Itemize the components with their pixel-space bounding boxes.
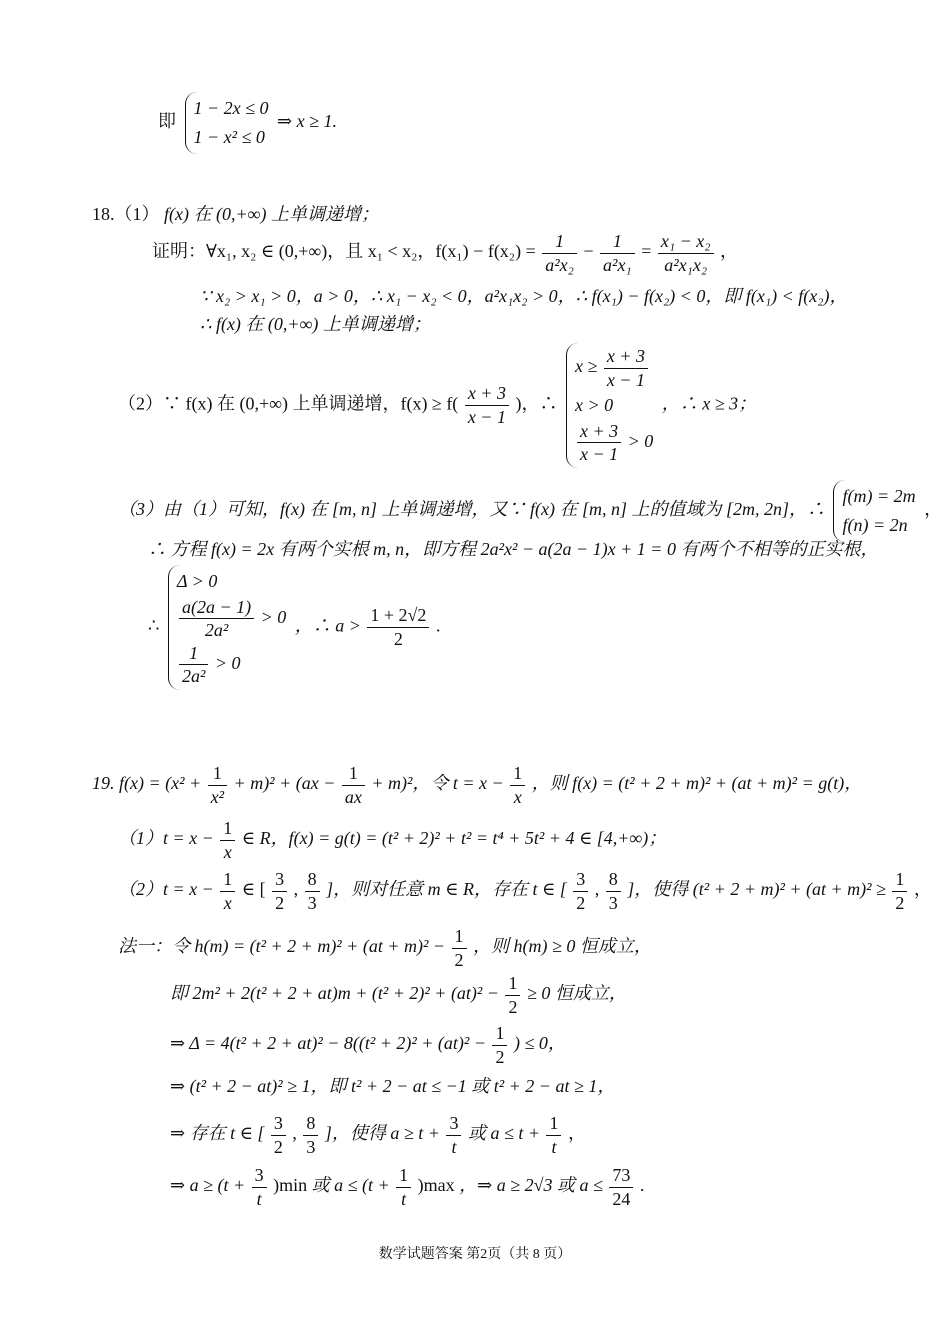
- denominator: x − 1: [606, 369, 645, 390]
- denominator: t: [401, 1188, 407, 1209]
- operator: =: [641, 241, 652, 262]
- fraction: [446, 1112, 461, 1158]
- q19-text: 19. f(x) = (x² +: [92, 773, 202, 794]
- fraction: [220, 868, 235, 914]
- part3-text: ，∴ a >: [294, 615, 361, 636]
- q19-line-7: [170, 1075, 615, 1098]
- part3-text: ∴ 方程 f(x) = 2x 有两个实根 m, n，即方程 2a²x² − a(2a − 1)x + 1 = 0 有两个不相等的正实根，: [148, 539, 879, 559]
- part2-result: ，∴ x ≥ 3；: [661, 393, 757, 414]
- q18-part3-line-a: [118, 480, 942, 542]
- therefore-symbol: ∴: [148, 615, 160, 636]
- q19-text: 法一：令 h(m) = (t² + 2 + m)² + (at + m)² −: [118, 936, 446, 957]
- q19-line-8: [170, 1112, 586, 1158]
- numerator: 1: [892, 868, 907, 892]
- lead-text: 即: [158, 110, 176, 131]
- sys-row-1: f(m) = 2m: [842, 486, 916, 506]
- proof-text: 证明：∀x₁, x₂ ∈ (0,+∞)，且 x₁ < x₂，f(x₁) − f(x₂) =: [152, 241, 536, 262]
- fraction: [271, 1112, 286, 1158]
- numerator: 1: [208, 762, 227, 786]
- fraction: [577, 420, 621, 466]
- sys-row-3: [575, 420, 653, 466]
- denominator: 3: [307, 892, 317, 913]
- numerator: 1: [396, 1164, 411, 1188]
- q19-text: ]，则对任意 m ∈ R，存在 t ∈ [: [326, 879, 567, 900]
- denominator: x: [223, 892, 232, 913]
- part1-statement: f(x) 在 (0,+∞) 上单调递增；: [164, 204, 379, 224]
- numerator: 8: [606, 868, 621, 892]
- denominator: t: [551, 1136, 557, 1157]
- q19-text: ) ≤ 0，: [513, 1033, 566, 1054]
- inequality-system: [168, 565, 286, 690]
- numerator: 3: [252, 1164, 267, 1188]
- proof-text: ∴ f(x) 在 (0,+∞) 上单调递增；: [200, 314, 431, 334]
- numerator: 1: [452, 925, 467, 949]
- q18-part1-title: [92, 203, 379, 226]
- sys-row-2: [177, 596, 286, 642]
- punctuation: ，: [924, 498, 943, 519]
- numerator: x + 3: [465, 382, 509, 406]
- sys-row-1: Δ > 0: [176, 571, 218, 591]
- denominator: x: [223, 841, 232, 862]
- fraction: [546, 1112, 561, 1158]
- denominator: 3: [608, 892, 618, 913]
- fraction: [452, 925, 467, 971]
- q19-text: ⇒ (t² + 2 − at)² ≥ 1，即 t² + 2 − at ≤ −1 或 t² + 2 − at ≥ 1，: [170, 1076, 616, 1096]
- q19-text: ⇒ 存在 t ∈ [: [170, 1123, 265, 1144]
- fraction: [179, 642, 208, 688]
- fraction: [573, 868, 588, 914]
- part2-text: )，∴: [515, 393, 558, 414]
- q19-text: ≥ 0 恒成立，: [526, 983, 627, 1004]
- q19-text: 或 a ≤ t +: [467, 1123, 540, 1144]
- numerator: 1: [542, 230, 577, 254]
- inequality-system: [185, 92, 269, 154]
- sys-text: > 0: [260, 606, 287, 627]
- q19-line-2: [118, 817, 666, 863]
- denominator: x²: [210, 786, 225, 807]
- q19-text: ∈ R，f(x) = g(t) = (t² + 2)² + t² = t⁴ + 5t² + 4 ∈ [4,+∞)；: [241, 828, 667, 849]
- q19-line-9: [170, 1164, 644, 1210]
- q18-part2: [118, 343, 756, 468]
- numerator: 8: [303, 1112, 318, 1136]
- denominator: x − 1: [579, 444, 619, 465]
- sys-text: x ≥: [574, 356, 598, 377]
- q19-line-1: [92, 762, 862, 808]
- fraction: [303, 1112, 318, 1158]
- fraction: [272, 868, 287, 914]
- denominator: t: [451, 1136, 457, 1157]
- q19-line-6: [170, 1022, 566, 1068]
- fraction: [600, 230, 635, 276]
- fraction: [305, 868, 320, 914]
- fraction: [892, 868, 907, 914]
- equation-system: [833, 480, 915, 542]
- fraction: [606, 868, 621, 914]
- punctuation: .: [639, 1175, 645, 1196]
- q19-text: ⇒ Δ = 4(t² + 2 + at)² − 8((t² + 2)² + (at)² −: [170, 1033, 486, 1054]
- q19-line-4: [118, 925, 652, 971]
- punctuation: ，: [567, 1123, 586, 1144]
- sys-row-2: f(n) = 2n: [842, 514, 908, 535]
- numerator: x₁ − x₂: [658, 230, 714, 254]
- fraction: [179, 596, 254, 642]
- question-number: 18.（1）: [92, 204, 160, 224]
- denominator: t: [256, 1188, 262, 1209]
- denominator: x − 1: [467, 406, 506, 427]
- q19-text: ，⇒ a ≥ 2√3 或 a ≤: [459, 1175, 603, 1196]
- fraction: [510, 762, 525, 808]
- punctuation: ，: [913, 879, 932, 900]
- q18-part3-line-b: [148, 538, 878, 561]
- numerator: 1: [342, 762, 365, 786]
- sys-row-2: 1 − x² ≤ 0: [193, 126, 265, 147]
- q19-text: ，则 h(m) ≥ 0 恒成立，: [473, 936, 652, 957]
- numerator: 1: [510, 762, 525, 786]
- q19-text: ∈ [: [241, 879, 266, 900]
- q19-text: ]，使得 a ≥ t +: [324, 1123, 440, 1144]
- numerator: x + 3: [577, 420, 621, 444]
- sys-row-1: [575, 345, 653, 391]
- numerator: x + 3: [604, 345, 648, 369]
- sys-row-3: [177, 642, 286, 688]
- fraction: [465, 382, 509, 428]
- numerator: 1: [505, 972, 520, 996]
- numerator: 3: [446, 1112, 461, 1136]
- q19-line-3: [118, 868, 932, 914]
- fraction: [492, 1022, 507, 1068]
- q19-text: （2）t = x −: [118, 879, 214, 900]
- q19-text: + m)² + (ax −: [233, 773, 336, 794]
- sys-row-1: 1 − 2x ≤ 0: [193, 98, 269, 118]
- part3-text: （3）由（1）可知，f(x) 在 [m, n] 上单调递增，又∵ f(x) 在 [m, n] 上的值域为 [2m, 2n]，∴: [118, 498, 825, 519]
- numerator: 1: [220, 868, 235, 892]
- denominator: a²x₁x₂: [664, 254, 708, 275]
- q19-text: （1）t = x −: [118, 828, 214, 849]
- inequality-system: [566, 343, 653, 468]
- numerator: 8: [305, 868, 320, 892]
- numerator: 1: [492, 1022, 507, 1046]
- numerator: 3: [272, 868, 287, 892]
- top-conclusion: [158, 92, 337, 154]
- numerator: 1: [600, 230, 635, 254]
- punctuation: ，: [720, 241, 738, 262]
- fraction: [609, 1164, 633, 1210]
- denominator: 2: [273, 1136, 283, 1157]
- sys-row-2: x > 0: [574, 395, 614, 415]
- fraction: [604, 345, 648, 391]
- denominator: 2: [495, 1046, 505, 1067]
- q19-text: ⇒ a ≥ (t +: [170, 1175, 246, 1196]
- fraction: [252, 1164, 267, 1210]
- q19-text: ，则 f(x) = (t² + 2 + m)² + (at + m)² = g(t)，: [531, 773, 863, 794]
- separator: ,: [292, 1123, 297, 1144]
- numerator: 3: [573, 868, 588, 892]
- operator: −: [583, 241, 594, 262]
- numerator: 1: [546, 1112, 561, 1136]
- denominator: 24: [612, 1188, 631, 1209]
- denominator: a²x₂: [545, 254, 574, 275]
- q19-line-5: [170, 972, 627, 1018]
- denominator: 2: [275, 892, 285, 913]
- denominator: 2: [895, 892, 905, 913]
- denominator: 3: [306, 1136, 316, 1157]
- part2-text: （2）∵ f(x) 在 (0,+∞) 上单调递增，f(x) ≥ f(: [118, 393, 459, 414]
- sys-text: > 0: [627, 430, 654, 451]
- fraction: [396, 1164, 411, 1210]
- numerator: 1: [220, 817, 235, 841]
- fraction: [208, 762, 227, 808]
- sys-text: > 0: [214, 652, 241, 673]
- denominator: 2a²: [181, 666, 206, 687]
- q18-proof-line-a: [152, 230, 738, 276]
- numerator: a(2a − 1): [179, 596, 254, 620]
- separator: ,: [293, 879, 299, 900]
- numerator: 73: [609, 1164, 633, 1188]
- denominator: x: [513, 786, 522, 807]
- denominator: 2: [393, 628, 403, 649]
- q18-proof-line-c: [200, 313, 431, 336]
- denominator: 2: [576, 892, 586, 913]
- denominator: 2: [508, 996, 518, 1017]
- q18-proof-line-b: [200, 285, 848, 308]
- numerator: 3: [271, 1112, 286, 1136]
- denominator: a²x₁: [603, 254, 632, 275]
- q19-text: ]，使得 (t² + 2 + m)² + (at + m)² ≥: [627, 879, 886, 900]
- denominator: ax: [344, 786, 362, 807]
- page-footer: 数学试题答案 第2页（共 8 页）: [378, 1247, 572, 1262]
- fraction: [658, 230, 714, 276]
- denominator: 2a²: [204, 620, 229, 641]
- numerator: 1 + 2√2: [367, 604, 429, 628]
- fraction: [542, 230, 577, 276]
- fraction: [220, 817, 235, 863]
- punctuation: .: [435, 615, 441, 636]
- q19-text: 即 2m² + 2(t² + 2 + at)m + (t² + 2)² + (at)² −: [170, 983, 499, 1004]
- q19-text: + m)²，令 t = x −: [371, 773, 504, 794]
- proof-text: ∵ x₂ > x₁ > 0，a > 0，∴ x₁ − x₂ < 0，a²x₁x₂ > 0，∴ f(x₁) − f(x₂) < 0，即 f(x₁) < f(x₂)，: [200, 286, 848, 306]
- denominator: 2: [454, 949, 464, 970]
- q18-part3-line-c: [148, 565, 440, 690]
- fraction: [367, 604, 429, 650]
- fraction: [342, 762, 365, 808]
- q19-text: )min: [273, 1175, 308, 1196]
- q19-text: 或 a ≤ (t +: [311, 1175, 390, 1196]
- q19-text: )max: [417, 1175, 455, 1196]
- numerator: 1: [179, 642, 208, 666]
- result-text: ⇒ x ≥ 1.: [277, 110, 337, 131]
- fraction: [505, 972, 520, 1018]
- separator: ,: [594, 879, 600, 900]
